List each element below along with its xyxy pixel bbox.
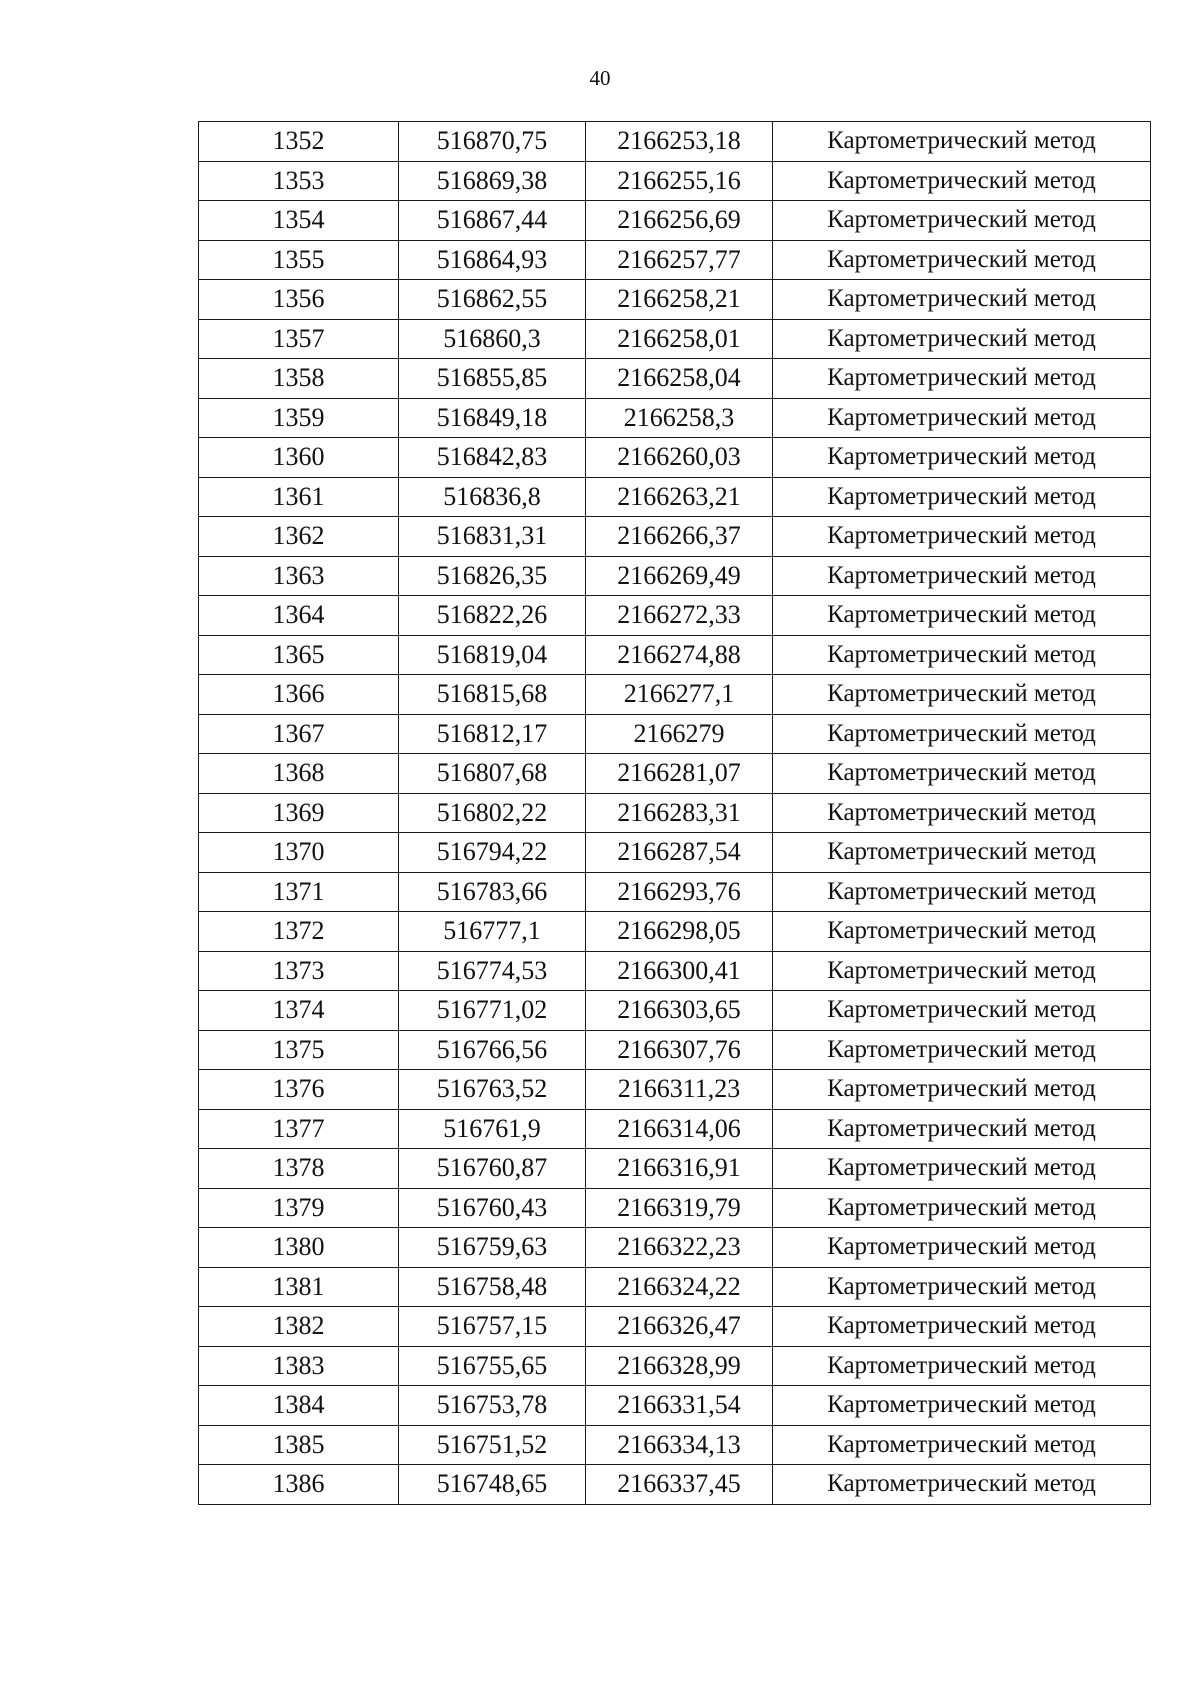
x-coordinate-cell: 516774,53 [399, 951, 586, 991]
table-row [199, 635, 1151, 675]
page-number: 40 [589, 66, 611, 90]
method-cell: Картометрический метод [773, 1465, 1151, 1505]
point-number-cell: 1360 [199, 438, 399, 478]
method-cell: Картометрический метод [773, 517, 1151, 557]
point-number-cell: 1380 [199, 1228, 399, 1268]
method-cell: Картометрический метод [773, 833, 1151, 873]
y-coordinate-cell: 2166337,45 [586, 1465, 773, 1505]
method-cell: Картометрический метод [773, 754, 1151, 794]
table-row [199, 319, 1151, 359]
x-coordinate-cell: 516748,65 [399, 1465, 586, 1505]
method-cell: Картометрический метод [773, 1386, 1151, 1426]
table-row [199, 398, 1151, 438]
y-coordinate-cell: 2166258,04 [586, 359, 773, 399]
table-row [199, 556, 1151, 596]
table-row [199, 1307, 1151, 1347]
point-number-cell: 1362 [199, 517, 399, 557]
x-coordinate-cell: 516826,35 [399, 556, 586, 596]
y-coordinate-cell: 2166253,18 [586, 122, 773, 162]
method-cell: Картометрический метод [773, 556, 1151, 596]
table-row [199, 1425, 1151, 1465]
table-row [199, 1267, 1151, 1307]
method-cell: Картометрический метод [773, 675, 1151, 715]
table-row [199, 477, 1151, 517]
table-row [199, 240, 1151, 280]
point-number-cell: 1369 [199, 793, 399, 833]
table-row [199, 833, 1151, 873]
table-row [199, 122, 1151, 162]
point-number-cell: 1378 [199, 1149, 399, 1189]
table-row [199, 714, 1151, 754]
point-number-cell: 1368 [199, 754, 399, 794]
x-coordinate-cell: 516870,75 [399, 122, 586, 162]
point-number-cell: 1377 [199, 1109, 399, 1149]
x-coordinate-cell: 516783,66 [399, 872, 586, 912]
point-number-cell: 1376 [199, 1070, 399, 1110]
x-coordinate-cell: 516842,83 [399, 438, 586, 478]
y-coordinate-cell: 2166319,79 [586, 1188, 773, 1228]
point-number-cell: 1355 [199, 240, 399, 280]
point-number-cell: 1359 [199, 398, 399, 438]
x-coordinate-cell: 516807,68 [399, 754, 586, 794]
y-coordinate-cell: 2166293,76 [586, 872, 773, 912]
y-coordinate-cell: 2166277,1 [586, 675, 773, 715]
point-number-cell: 1353 [199, 161, 399, 201]
method-cell: Картометрический метод [773, 951, 1151, 991]
method-cell: Картометрический метод [773, 280, 1151, 320]
method-cell: Картометрический метод [773, 438, 1151, 478]
point-number-cell: 1385 [199, 1425, 399, 1465]
point-number-cell: 1374 [199, 991, 399, 1031]
y-coordinate-cell: 2166298,05 [586, 912, 773, 952]
y-coordinate-cell: 2166256,69 [586, 201, 773, 241]
x-coordinate-cell: 516867,44 [399, 201, 586, 241]
point-number-cell: 1354 [199, 201, 399, 241]
method-cell: Картометрический метод [773, 398, 1151, 438]
point-number-cell: 1379 [199, 1188, 399, 1228]
point-number-cell: 1370 [199, 833, 399, 873]
x-coordinate-cell: 516862,55 [399, 280, 586, 320]
coordinates-table-body [199, 122, 1151, 1505]
table-row [199, 1070, 1151, 1110]
table-row [199, 872, 1151, 912]
y-coordinate-cell: 2166322,23 [586, 1228, 773, 1268]
y-coordinate-cell: 2166257,77 [586, 240, 773, 280]
point-number-cell: 1381 [199, 1267, 399, 1307]
method-cell: Картометрический метод [773, 596, 1151, 636]
point-number-cell: 1383 [199, 1346, 399, 1386]
x-coordinate-cell: 516771,02 [399, 991, 586, 1031]
coordinates-table [198, 121, 1151, 1505]
x-coordinate-cell: 516761,9 [399, 1109, 586, 1149]
method-cell: Картометрический метод [773, 1425, 1151, 1465]
x-coordinate-cell: 516753,78 [399, 1386, 586, 1426]
x-coordinate-cell: 516763,52 [399, 1070, 586, 1110]
method-cell: Картометрический метод [773, 161, 1151, 201]
table-row [199, 1109, 1151, 1149]
method-cell: Картометрический метод [773, 359, 1151, 399]
table-row [199, 1149, 1151, 1189]
point-number-cell: 1373 [199, 951, 399, 991]
x-coordinate-cell: 516812,17 [399, 714, 586, 754]
table-row [199, 280, 1151, 320]
method-cell: Картометрический метод [773, 635, 1151, 675]
x-coordinate-cell: 516849,18 [399, 398, 586, 438]
x-coordinate-cell: 516869,38 [399, 161, 586, 201]
method-cell: Картометрический метод [773, 991, 1151, 1031]
y-coordinate-cell: 2166316,91 [586, 1149, 773, 1189]
method-cell: Картометрический метод [773, 1228, 1151, 1268]
y-coordinate-cell: 2166279 [586, 714, 773, 754]
y-coordinate-cell: 2166258,21 [586, 280, 773, 320]
x-coordinate-cell: 516751,52 [399, 1425, 586, 1465]
point-number-cell: 1361 [199, 477, 399, 517]
x-coordinate-cell: 516855,85 [399, 359, 586, 399]
y-coordinate-cell: 2166281,07 [586, 754, 773, 794]
method-cell: Картометрический метод [773, 912, 1151, 952]
x-coordinate-cell: 516831,31 [399, 517, 586, 557]
point-number-cell: 1382 [199, 1307, 399, 1347]
point-number-cell: 1364 [199, 596, 399, 636]
point-number-cell: 1366 [199, 675, 399, 715]
x-coordinate-cell: 516758,48 [399, 1267, 586, 1307]
x-coordinate-cell: 516766,56 [399, 1030, 586, 1070]
method-cell: Картометрический метод [773, 477, 1151, 517]
x-coordinate-cell: 516777,1 [399, 912, 586, 952]
x-coordinate-cell: 516815,68 [399, 675, 586, 715]
method-cell: Картометрический метод [773, 1188, 1151, 1228]
x-coordinate-cell: 516794,22 [399, 833, 586, 873]
method-cell: Картометрический метод [773, 793, 1151, 833]
x-coordinate-cell: 516755,65 [399, 1346, 586, 1386]
method-cell: Картометрический метод [773, 1030, 1151, 1070]
table-row [199, 754, 1151, 794]
table-row [199, 951, 1151, 991]
method-cell: Картометрический метод [773, 714, 1151, 754]
y-coordinate-cell: 2166272,33 [586, 596, 773, 636]
point-number-cell: 1365 [199, 635, 399, 675]
y-coordinate-cell: 2166311,23 [586, 1070, 773, 1110]
table-row [199, 1386, 1151, 1426]
x-coordinate-cell: 516759,63 [399, 1228, 586, 1268]
y-coordinate-cell: 2166274,88 [586, 635, 773, 675]
y-coordinate-cell: 2166263,21 [586, 477, 773, 517]
point-number-cell: 1384 [199, 1386, 399, 1426]
table-row [199, 596, 1151, 636]
point-number-cell: 1357 [199, 319, 399, 359]
x-coordinate-cell: 516760,87 [399, 1149, 586, 1189]
method-cell: Картометрический метод [773, 1346, 1151, 1386]
point-number-cell: 1386 [199, 1465, 399, 1505]
point-number-cell: 1363 [199, 556, 399, 596]
y-coordinate-cell: 2166260,03 [586, 438, 773, 478]
point-number-cell: 1358 [199, 359, 399, 399]
y-coordinate-cell: 2166303,65 [586, 991, 773, 1031]
point-number-cell: 1372 [199, 912, 399, 952]
y-coordinate-cell: 2166258,3 [586, 398, 773, 438]
table-row [199, 161, 1151, 201]
x-coordinate-cell: 516802,22 [399, 793, 586, 833]
y-coordinate-cell: 2166307,76 [586, 1030, 773, 1070]
y-coordinate-cell: 2166326,47 [586, 1307, 773, 1347]
x-coordinate-cell: 516836,8 [399, 477, 586, 517]
table-row [199, 1346, 1151, 1386]
table-row [199, 675, 1151, 715]
method-cell: Картометрический метод [773, 1267, 1151, 1307]
y-coordinate-cell: 2166269,49 [586, 556, 773, 596]
table-row [199, 991, 1151, 1031]
point-number-cell: 1375 [199, 1030, 399, 1070]
method-cell: Картометрический метод [773, 319, 1151, 359]
table-row [199, 1188, 1151, 1228]
method-cell: Картометрический метод [773, 872, 1151, 912]
x-coordinate-cell: 516757,15 [399, 1307, 586, 1347]
y-coordinate-cell: 2166283,31 [586, 793, 773, 833]
table-row [199, 793, 1151, 833]
method-cell: Картометрический метод [773, 122, 1151, 162]
table-row [199, 517, 1151, 557]
point-number-cell: 1356 [199, 280, 399, 320]
table-row [199, 359, 1151, 399]
table-row [199, 438, 1151, 478]
method-cell: Картометрический метод [773, 1149, 1151, 1189]
method-cell: Картометрический метод [773, 1307, 1151, 1347]
y-coordinate-cell: 2166287,54 [586, 833, 773, 873]
x-coordinate-cell: 516860,3 [399, 319, 586, 359]
table-row [199, 1465, 1151, 1505]
table-row [199, 201, 1151, 241]
method-cell: Картометрический метод [773, 1070, 1151, 1110]
y-coordinate-cell: 2166314,06 [586, 1109, 773, 1149]
table-row [199, 912, 1151, 952]
y-coordinate-cell: 2166258,01 [586, 319, 773, 359]
table-row [199, 1228, 1151, 1268]
method-cell: Картометрический метод [773, 201, 1151, 241]
point-number-cell: 1352 [199, 122, 399, 162]
x-coordinate-cell: 516864,93 [399, 240, 586, 280]
x-coordinate-cell: 516760,43 [399, 1188, 586, 1228]
y-coordinate-cell: 2166331,54 [586, 1386, 773, 1426]
y-coordinate-cell: 2166255,16 [586, 161, 773, 201]
y-coordinate-cell: 2166266,37 [586, 517, 773, 557]
x-coordinate-cell: 516819,04 [399, 635, 586, 675]
method-cell: Картометрический метод [773, 1109, 1151, 1149]
point-number-cell: 1371 [199, 872, 399, 912]
y-coordinate-cell: 2166334,13 [586, 1425, 773, 1465]
y-coordinate-cell: 2166328,99 [586, 1346, 773, 1386]
y-coordinate-cell: 2166324,22 [586, 1267, 773, 1307]
x-coordinate-cell: 516822,26 [399, 596, 586, 636]
method-cell: Картометрический метод [773, 240, 1151, 280]
y-coordinate-cell: 2166300,41 [586, 951, 773, 991]
table-row [199, 1030, 1151, 1070]
point-number-cell: 1367 [199, 714, 399, 754]
